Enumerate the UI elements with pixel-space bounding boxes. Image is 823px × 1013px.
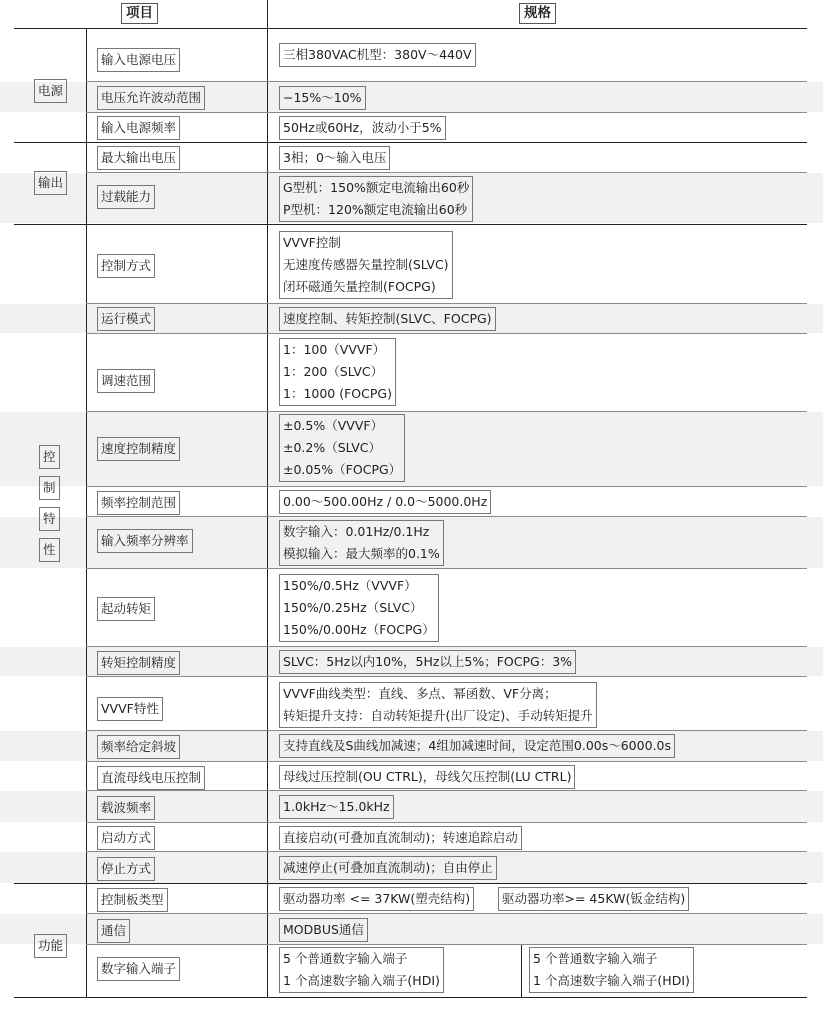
row-divider <box>86 112 807 113</box>
spec-value: 1：100（VVVF） 1：200（SLVC） 1：1000 (FOCPG) <box>279 338 396 406</box>
group-label-control-char-2: 制 <box>39 476 60 500</box>
item-label: 电压允许波动范围 <box>97 86 205 110</box>
spec-value: 1.0kHz～15.0kHz <box>279 795 394 819</box>
spec-value: G型机：150%额定电流输出60秒 P型机：120%额定电流输出60秒 <box>279 176 473 222</box>
row-divider <box>86 568 807 569</box>
item-label: 输入电源电压 <box>97 48 180 72</box>
group-label-control-char-3: 特 <box>39 507 60 531</box>
row-divider <box>86 172 807 173</box>
spec-value: −15%～10% <box>279 86 366 110</box>
spec-value: 50Hz或60Hz，波动小于5% <box>279 116 446 140</box>
row-divider <box>86 81 807 82</box>
row-divider <box>86 486 807 487</box>
spec-value: 3相；0～输入电压 <box>279 146 390 170</box>
spec-value: 直接启动(可叠加直流制动)；转速追踪启动 <box>279 826 522 850</box>
group-label-control-char-1: 控 <box>39 445 60 469</box>
row-divider <box>86 761 807 762</box>
item-label: 运行模式 <box>97 307 155 331</box>
spec-value: 减速停止(可叠加直流制动)；自由停止 <box>279 856 497 880</box>
row-divider <box>86 333 807 334</box>
item-label: 速度控制精度 <box>97 437 180 461</box>
item-label: 控制板类型 <box>97 888 168 912</box>
group-label-control-char-4: 性 <box>39 538 60 562</box>
group-label-function: 功能 <box>34 934 67 958</box>
spec-value: VVVF曲线类型：直线、多点、幂函数、VF分离； 转矩提升支持：自动转矩提升(出厂设定)、手动转矩提升 <box>279 682 597 728</box>
spec-value: 母线过压控制(OU CTRL)，母线欠压控制(LU CTRL) <box>279 765 575 789</box>
spec-value-b: 5 个普通数字输入端子 1 个高速数字输入端子(HDI) <box>529 947 694 993</box>
spec-value: 速度控制、转矩控制(SLVC、FOCPG) <box>279 307 496 331</box>
row-divider <box>86 944 807 945</box>
item-label: 输入电源频率 <box>97 116 180 140</box>
row-divider <box>86 303 807 304</box>
item-label: 输入频率分辨率 <box>97 529 193 553</box>
group-divider <box>14 142 807 143</box>
column-divider <box>267 0 268 998</box>
row-divider <box>86 822 807 823</box>
table-bottom-border <box>14 997 807 998</box>
table-top-border <box>14 28 807 29</box>
spec-value: 150%/0.5Hz（VVVF） 150%/0.25Hz（SLVC） 150%/0.00Hz（FOCPG） <box>279 574 439 642</box>
group-label-output: 输出 <box>34 171 67 195</box>
row-divider <box>86 411 807 412</box>
item-label: 过载能力 <box>97 185 155 209</box>
spec-value: VVVF控制 无速度传感器矢量控制(SLVC) 闭环磁通矢量控制(FOCPG) <box>279 231 453 299</box>
row-divider <box>86 913 807 914</box>
item-label: 调速范围 <box>97 369 155 393</box>
spec-value-b: 驱动器功率>= 45KW(钣金结构) <box>498 887 689 911</box>
spec-value: 0.00～500.00Hz / 0.0～5000.0Hz <box>279 490 491 514</box>
group-divider <box>14 224 807 225</box>
row-divider <box>86 730 807 731</box>
item-label: 最大输出电压 <box>97 146 180 170</box>
spec-value: ±0.5%（VVVF） ±0.2%（SLVC） ±0.05%（FOCPG） <box>279 414 405 482</box>
item-label: 频率给定斜坡 <box>97 735 180 759</box>
row-divider <box>86 516 807 517</box>
item-label: 转矩控制精度 <box>97 651 180 675</box>
group-divider <box>14 883 807 884</box>
item-label: 频率控制范围 <box>97 491 180 515</box>
header-item: 项目 <box>121 3 158 24</box>
item-label: 控制方式 <box>97 254 155 278</box>
item-label: 停止方式 <box>97 857 155 881</box>
spec-value: MODBUS通信 <box>279 918 368 942</box>
spec-value: 支持直线及S曲线加减速；4组加减速时间，设定范围0.00s～6000.0s <box>279 734 675 758</box>
item-label: VVVF特性 <box>97 697 163 721</box>
group-label-power: 电源 <box>34 79 67 103</box>
header-spec: 规格 <box>519 3 556 24</box>
item-label: 通信 <box>97 919 130 943</box>
spec-value: 5 个普通数字输入端子 1 个高速数字输入端子(HDI) <box>279 947 444 993</box>
item-label: 启动方式 <box>97 826 155 850</box>
row-divider <box>86 851 807 852</box>
item-label: 数字输入端子 <box>97 957 180 981</box>
row-divider <box>86 676 807 677</box>
spec-value: 数字输入：0.01Hz/0.1Hz 模拟输入：最大频率的0.1% <box>279 520 444 566</box>
row-divider <box>86 790 807 791</box>
row-divider <box>86 646 807 647</box>
column-divider <box>521 944 522 998</box>
spec-value: 三相380VAC机型：380V～440V <box>279 43 476 67</box>
column-divider <box>86 28 87 998</box>
item-label: 直流母线电压控制 <box>97 766 205 790</box>
item-label: 起动转矩 <box>97 597 155 621</box>
spec-value: SLVC：5Hz以内10%，5Hz以上5%；FOCPG：3% <box>279 650 576 674</box>
item-label: 载波频率 <box>97 796 155 820</box>
spec-value: 驱动器功率 <= 37KW(塑壳结构) <box>279 887 474 911</box>
